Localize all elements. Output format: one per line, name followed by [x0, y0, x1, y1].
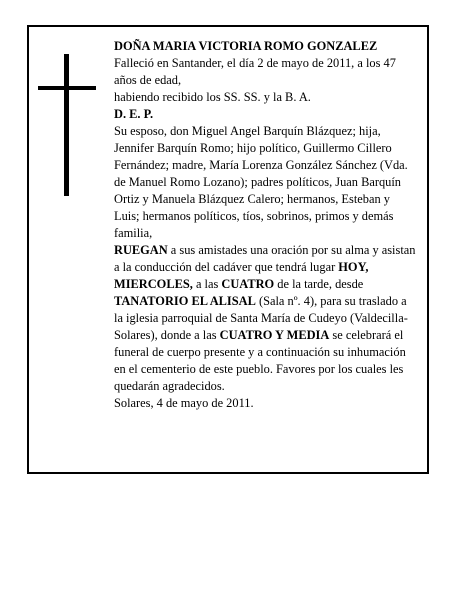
ceremony-paragraph: [114, 242, 416, 395]
time-post: de la tarde, desde: [274, 277, 364, 291]
sacraments-info: habiendo recibido los SS. SS. y la B. A.: [114, 90, 311, 104]
funeral-text: se celebrará el funeral de cuerpo presente y a continuación su inhumación en el cementerio de este pueblo. Favores por los cuales les quedarán agradecidos.: [114, 328, 406, 393]
ruegan-text: a sus amistades una oración por su alma y asistan a la conducción del cadáver que tendrá lugar: [114, 243, 416, 274]
obituary-text: [114, 38, 416, 412]
deceased-name: DOÑA MARIA VICTORIA ROMO GONZALEZ: [114, 39, 378, 53]
closing-line: Solares, 4 de mayo de 2011.: [114, 396, 254, 410]
death-info: Falleció en Santander, el día 2 de mayo de 2011, a los 47 años de edad,: [114, 56, 396, 87]
family-list: Su esposo, don Miguel Angel Barquín Blázquez; hija, Jennifer Barquín Romo; hijo político, Guillermo Cillero Fernández; madre, María Lorenza González Sánchez (Vda. de Manuel Romo Lozano); padres políticos, Juan Barquín Ortiz y Manuela Blázquez Calero; hermanos, Esteban y Luis; hermanos políticos, tíos, sobrinos, primos y demás familia,: [114, 124, 408, 240]
place-post: (Sala nº. 4), para su traslado a la iglesia parroquial de Santa María de Cudeyo (Valdecilla-Solares), donde a las: [114, 294, 408, 342]
ceremony-time: CUATRO: [221, 277, 275, 291]
ceremony-day: HOY, MIERCOLES,: [114, 260, 369, 291]
ceremony-place: TANATORIO EL ALISAL: [114, 294, 256, 308]
cross-icon: [64, 54, 69, 196]
funeral-time: CUATRO Y MEDIA: [219, 328, 330, 342]
time-pre: a las: [192, 277, 222, 291]
ruegan-word: RUEGAN: [114, 243, 168, 257]
cross-icon-bar: [38, 86, 96, 90]
dep-line: D. E. P.: [114, 107, 154, 121]
